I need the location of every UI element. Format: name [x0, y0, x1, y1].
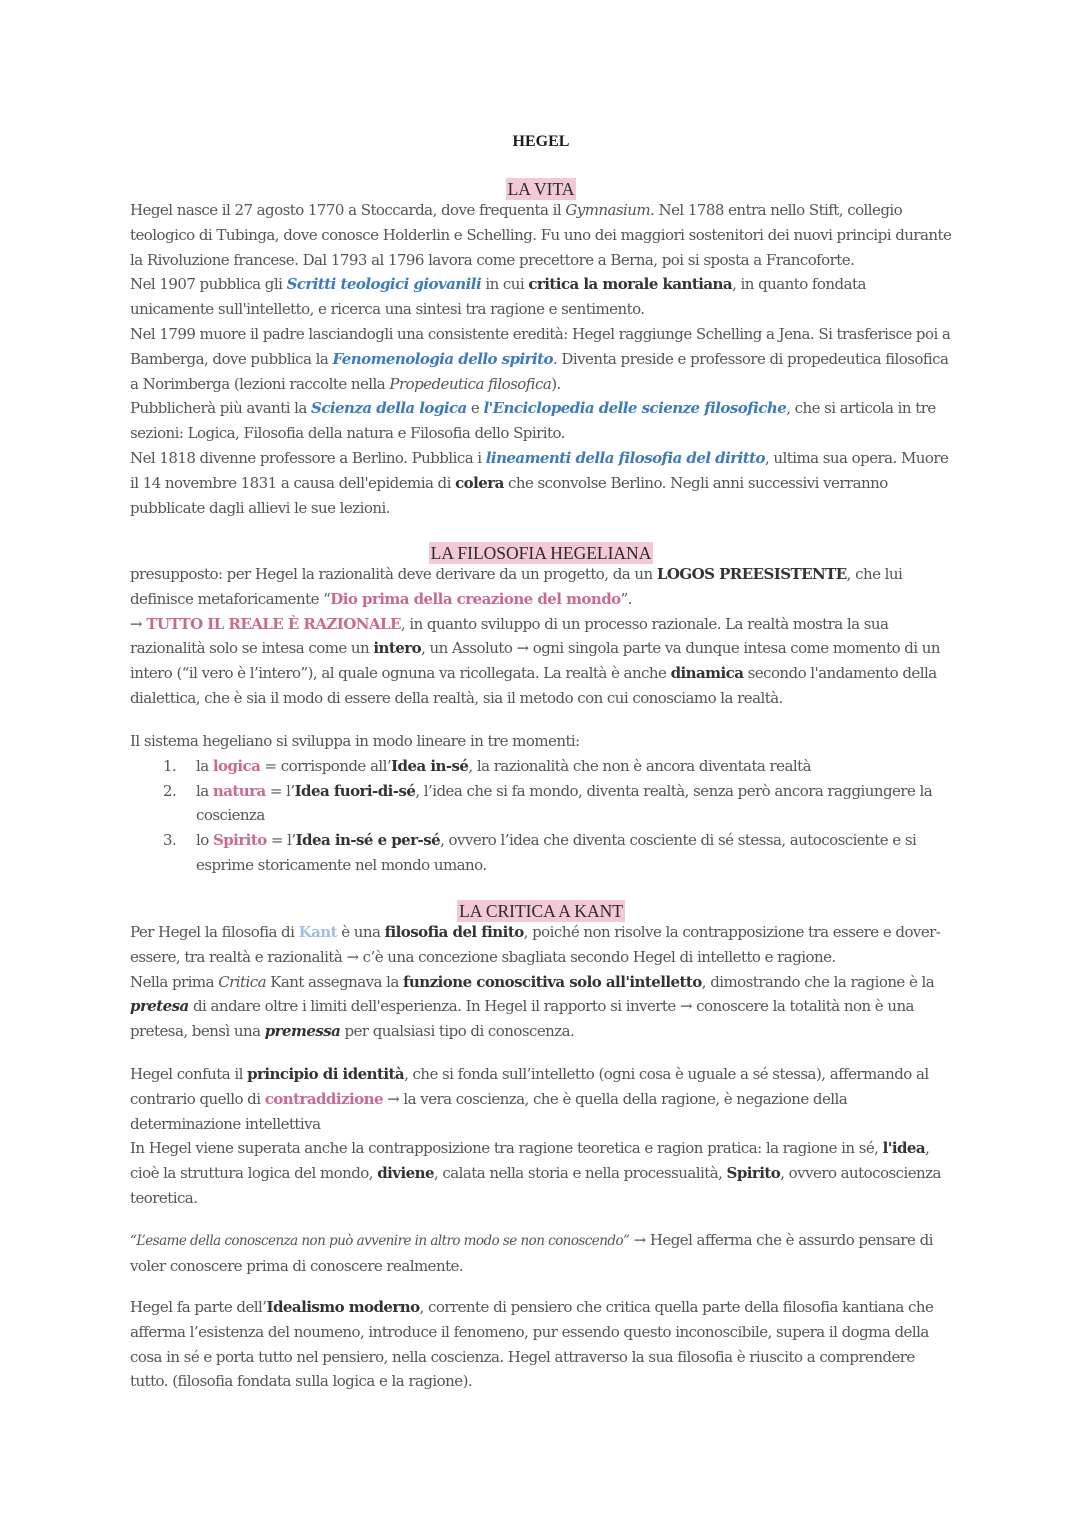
- section-vita-body: [130, 198, 952, 520]
- list-item: 2. la natura = l’Idea fuori-di-sé, l’idea che si fa mondo, diventa realtà, senza però ancora raggiungere la coscienza: [163, 781, 933, 825]
- list-item: 3. lo Spirito = l’Idea in-sé e per-sé, ovvero l’idea che diventa cosciente di sé stessa, autocosciente e si esprime storicamente nel mondo umano.: [163, 831, 917, 874]
- section-filosofia-body: [130, 562, 952, 711]
- filosofia-paragraph-2: → TUTTO IL REALE È RAZIONALE, in quanto sviluppo di un processo razionale. La realtà mostra la sua razionalità solo se intesa come un intero, un Assoluto → ogni singola parte va dunque intesa come momento di un intero (“il vero è l’intero”), al quale ognuna va ricollegata. La realtà è anche dinamica secondo l'andamento della dialettica, che è sia il modo di essere della realtà, sia il metodo con cui conosciamo la realtà.: [130, 614, 941, 707]
- vita-paragraph-1: Hegel nasce il 27 agosto 1770 a Stoccarda, dove frequenta il Gymnasium. Nel 1788 entra nello Stift, collegio teologico di Tubinga, dove conosce Holderlin e Schelling. Fu uno dei maggiori sostenitori dei nuovi principi durante la Rivoluzione francese. Dal 1793 al 1796 lavora come precettore a Berna, poi si sposta a Francoforte.: [130, 201, 952, 269]
- section-kant-identity: [130, 1062, 952, 1211]
- vita-paragraph-2: Nel 1907 pubblica gli Scritti teologici giovanili in cui critica la morale kantiana, in quanto fondata unicamente sull'intelletto, e ricerca una sintesi tra ragione e sentimento.: [130, 275, 866, 319]
- vita-paragraph-4: Pubblicherà più avanti la Scienza della logica e l'Enciclopedia delle scienze filosofiche, che si articola in tre sezioni: Logica, Filosofia della natura e Filosofia dello Spirito.: [130, 399, 936, 443]
- filosofia-intro: Il sistema hegeliano si sviluppa in modo lineare in tre momenti:: [130, 732, 580, 750]
- section-filosofia-list: [130, 729, 952, 878]
- vita-paragraph-5: Nel 1818 divenne professore a Berlino. Pubblica i lineamenti della filosofia del diritto, ultima sua opera. Muore il 14 novembre 1831 a causa dell'epidemia di colera che sconvolse Berlino. Negli anni successivi verranno pubblicate dagli allievi le sue lezioni.: [130, 448, 949, 517]
- section-kant-body: [130, 920, 952, 1044]
- kant-paragraph-3: Hegel confuta il principio di identità, che si fonda sull’intelletto (ogni cosa è uguale a sé stessa), affermando al contrario quello di contraddizione → la vera coscienza, che è quella della ragione, è negazione della determinazione intellettiva: [130, 1065, 929, 1133]
- section-kant-quote: [130, 1228, 952, 1279]
- filosofia-paragraph-1: presupposto: per Hegel la razionalità deve derivare da un progetto, da un LOGOS PREESISTENTE, che lui definisce metaforicamente “Dio prima della creazione del mondo”.: [130, 565, 903, 608]
- section-heading-vita: LA VITA: [507, 179, 575, 199]
- section-heading-kant: LA CRITICA A KANT: [459, 901, 623, 921]
- kant-paragraph-5: “L’esame della conoscenza non può avvenire in altro modo se non conoscendo” → Hegel afferma che è assurdo pensare di voler conoscere prima di conoscere realmente.: [130, 1231, 933, 1275]
- section-kant-idealismo: [130, 1295, 952, 1394]
- kant-paragraph-6: Hegel fa parte dell’Idealismo moderno, corrente di pensiero che critica quella parte della filosofia kantiana che afferma l’esistenza del noumeno, introduce il fenomeno, pur essendo questo inconoscibile, supera il dogma della cosa in sé e porta tutto nel pensiero, nella coscienza. Hegel attraverso la sua filosofia è riuscito a comprendere tutto. (filosofia fondata sulla logica e la ragione).: [130, 1298, 934, 1391]
- list-item: 1. la logica = corrisponde all’Idea in-sé, la razionalità che non è ancora diventata realtà: [163, 756, 811, 775]
- document-title: HEGEL: [512, 133, 570, 150]
- vita-paragraph-3: Nel 1799 muore il padre lasciandogli una consistente eredità: Hegel raggiunge Schelling a Jena. Si trasferisce poi a Bamberga, dove pubblica la Fenomenologia dello spirito. Diventa preside e professore di propedeutica filosofica a Norimberga (lezioni raccolte nella Propedeutica filosofica).: [130, 324, 951, 393]
- moments-list: [130, 754, 952, 878]
- kant-paragraph-1: Per Hegel la filosofia di Kant è una filosofia del finito, poiché non risolve la contrapposizione tra essere e dover-essere, tra realtà e razionalità → c’è una concezione sbagliata secondo Hegel di intelletto e ragione.: [130, 923, 941, 966]
- kant-paragraph-4: In Hegel viene superata anche la contrapposizione tra ragione teoretica e ragion pratica: la ragione in sé, l'idea, cioè la struttura logica del mondo, diviene, calata nella storia e nella processualità, Spirito, ovvero autocoscienza teoretica.: [130, 1139, 941, 1207]
- section-heading-filosofia: LA FILOSOFIA HEGELIANA: [430, 543, 652, 563]
- kant-paragraph-2: Nella prima Critica Kant assegnava la funzione conoscitiva solo all'intelletto, dimostrando che la ragione è la pretesa di andare oltre i limiti dell'esperienza. In Hegel il rapporto si inverte → conoscere la totalità non è una pretesa, bensì una premessa per qualsiasi tipo di conoscenza.: [130, 972, 935, 1041]
